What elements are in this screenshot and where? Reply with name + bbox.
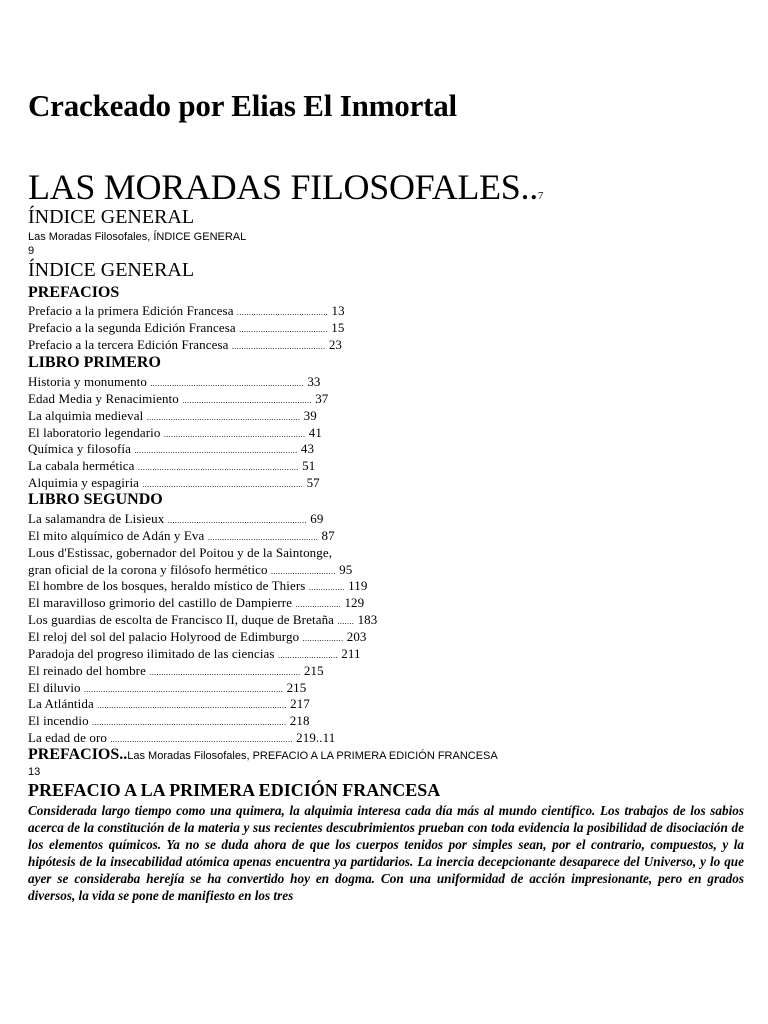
- toc-page-number: 51: [302, 458, 316, 474]
- section-heading-libro-primero: LIBRO PRIMERO: [28, 354, 161, 371]
- toc-entry: [28, 612, 377, 630]
- prefacios-running-line: [28, 746, 498, 764]
- toc-entry-title: gran oficial de la corona y filósofo hermético: [28, 561, 268, 577]
- toc-entry-title: El mito alquímico de Adán y Eva: [28, 527, 205, 543]
- toc-leader-dots: .....................................: [239, 324, 328, 334]
- toc-entry: [28, 646, 361, 664]
- toc-entry-title: La edad de oro: [28, 730, 107, 746]
- toc-entry-title: La salamandra de Lisieux: [28, 511, 165, 526]
- index-heading-repeat: ÍNDICE GENERAL: [28, 259, 195, 281]
- toc-leader-dots: ...............: [308, 583, 345, 593]
- toc-entry-title: Química y filosofía: [28, 441, 131, 457]
- toc-entry-title: Prefacio a la primera Edición Francesa: [28, 303, 234, 318]
- toc-entry: [28, 595, 364, 613]
- toc-entry: [28, 696, 310, 714]
- toc-leader-dots: ...........................: [270, 566, 336, 576]
- toc-leader-dots: ...................: [295, 600, 342, 610]
- prefacios-label: PREFACIOS..: [28, 746, 128, 763]
- section-heading-prefacios: PREFACIOS: [28, 284, 120, 301]
- toc-page-number: 13: [331, 303, 345, 318]
- toc-entry-title: Historia y monumento: [28, 374, 147, 389]
- toc-leader-dots: ...............................................................: [149, 667, 301, 677]
- toc-entry: [28, 562, 352, 580]
- toc-entry: [28, 663, 324, 681]
- toc-entry-title: El incendio: [28, 713, 89, 729]
- toc-entry: [28, 441, 314, 459]
- toc-entry: [28, 320, 344, 338]
- prefacios-running-header: Las Moradas Filosofales, PREFACIO A LA PRIMERA EDICIÓN FRANCESA: [127, 750, 498, 762]
- toc-entry-title: La cabala hermética: [28, 458, 135, 474]
- toc-leader-dots: .......................................: [231, 341, 326, 351]
- running-page-number: 9: [28, 245, 35, 257]
- toc-page-number: 87: [321, 527, 335, 543]
- toc-page-number: 15: [331, 319, 345, 335]
- toc-leader-dots: ...................................................................: [137, 463, 299, 473]
- toc-entry-title: Prefacio a la tercera Edición Francesa: [28, 336, 229, 352]
- toc-entry-title: La Atlántida: [28, 696, 94, 712]
- toc-entry: [28, 408, 317, 426]
- toc-entry-title: Paradoja del progreso ilimitado de las ciencias: [28, 645, 275, 661]
- toc-entry-title: El maravilloso grimorio del castillo de Dampierre: [28, 595, 293, 611]
- toc-entry-title: La alquimia medieval: [28, 407, 144, 423]
- toc-entry: [28, 629, 367, 647]
- toc-leader-dots: ..........................................................: [167, 516, 307, 525]
- toc-leader-dots: .................................................................................: [92, 718, 287, 728]
- toc-page-number: 215: [303, 662, 324, 678]
- section-heading-libro-segundo: LIBRO SEGUNDO: [28, 491, 163, 508]
- toc-entry-title: El laboratorio legendario: [28, 424, 161, 440]
- toc-leader-dots: ...................................................................: [142, 480, 304, 490]
- prefacio-page-number: 13: [28, 766, 41, 778]
- toc-leader-dots: ............................................................................: [110, 735, 293, 745]
- toc-entry: [28, 511, 323, 529]
- toc-page-number: 219..11: [296, 730, 336, 746]
- toc-page-number: 37: [315, 390, 329, 406]
- toc-page-number: 218: [289, 713, 310, 729]
- credit-heading: Crackeado por Elias El Inmortal: [28, 88, 457, 123]
- book-title-page-number: 7: [537, 190, 544, 202]
- toc-entry: [28, 303, 345, 321]
- book-title: [28, 166, 543, 208]
- toc-entry: [28, 545, 332, 561]
- toc-entry: [28, 374, 321, 392]
- toc-page-number: 33: [307, 374, 321, 389]
- prefacio-heading: PREFACIO A LA PRIMERA EDICIÓN FRANCESA: [28, 780, 441, 800]
- toc-leader-dots: .........................: [277, 650, 338, 660]
- toc-leader-dots: ....................................................................: [134, 446, 298, 456]
- toc-entry: [28, 391, 328, 409]
- toc-entry: [28, 337, 342, 355]
- toc-page-number: 183: [357, 612, 378, 628]
- prefacio-body-text: Considerada largo tiempo como una quimera, la alquimia interesa cada día más al mundo científico. Los trabajos de los sabios acerca de la constitución de la materia y sus recientes descubrimientos prueban con toda evidencia la posibilidad de disociación de los elementos químicos. Ya no se duda ahora de que los cuerpos tenidos por simples sean, por el contrario, compuestos, y la hipótesis de la insecabilidad atómica apenas encuentra ya partidarios. La inercia decepcionante desaparece del Universo, y lo que ayer se consideraba herejía se ha convertido hoy en dogma. Con una uniformidad de acción impresionante, pero en grados diversos, la vida se pone de manifiesto en los tres: [28, 803, 744, 903]
- toc-entry-title: El reloj del sol del palacio Holyrood de Edimburgo: [28, 628, 300, 644]
- toc-entry: [28, 680, 306, 698]
- toc-leader-dots: .................: [302, 633, 344, 643]
- toc-entry-title: El hombre de los bosques, heraldo místico de Thiers: [28, 578, 306, 594]
- toc-entry: [28, 578, 368, 596]
- toc-page-number: 43: [300, 441, 315, 457]
- toc-entry: [28, 425, 322, 443]
- toc-page-number: 217: [290, 696, 310, 712]
- toc-page-number: 203: [346, 628, 367, 644]
- toc-page-number: 57: [306, 475, 320, 491]
- toc-entry-title: El diluvio: [28, 679, 81, 695]
- toc-entry-title: Lous d'Estissac, gobernador del Poitou y de la Saintonge,: [28, 544, 333, 560]
- toc-leader-dots: ...................................................................................: [84, 684, 284, 694]
- toc-leader-dots: ...............................................................................: [97, 701, 287, 711]
- toc-entry-title: Alquimia y espagiria: [28, 475, 140, 491]
- index-heading: ÍNDICE GENERAL: [28, 206, 195, 228]
- toc-leader-dots: ................................................................: [150, 379, 304, 388]
- toc-leader-dots: ......................................................: [182, 395, 312, 405]
- toc-entry-title: Los guardias de escolta de Francisco II, duque de Bretaña: [28, 612, 335, 628]
- toc-entry-title: Prefacio a la segunda Edición Francesa: [28, 319, 236, 335]
- toc-leader-dots: ......................................: [236, 308, 329, 317]
- toc-leader-dots: ................................................................: [146, 412, 301, 422]
- toc-leader-dots: .......: [337, 617, 355, 627]
- book-title-text: LAS MORADAS FILOSOFALES..: [28, 167, 538, 207]
- toc-page-number: 215: [286, 679, 307, 695]
- toc-entry: [28, 713, 310, 731]
- running-header: Las Moradas Filosofales, ÍNDICE GENERAL: [28, 231, 247, 243]
- toc-entry-title: Edad Media y Renacimiento: [28, 390, 179, 406]
- toc-entry-title: El reinado del hombre: [28, 662, 146, 678]
- toc-page-number: 39: [303, 407, 317, 423]
- toc-page-number: 119: [348, 578, 368, 594]
- toc-page-number: 41: [308, 424, 322, 440]
- toc-page-number: 23: [328, 336, 343, 352]
- toc-page-number: 211: [341, 645, 361, 661]
- toc-leader-dots: ..............................................: [207, 532, 319, 542]
- toc-page-number: 69: [310, 511, 324, 526]
- toc-page-number: 95: [339, 561, 353, 577]
- toc-entry: [28, 458, 315, 476]
- toc-leader-dots: ...........................................................: [163, 429, 306, 439]
- toc-page-number: 129: [344, 595, 365, 611]
- toc-entry: [28, 528, 335, 546]
